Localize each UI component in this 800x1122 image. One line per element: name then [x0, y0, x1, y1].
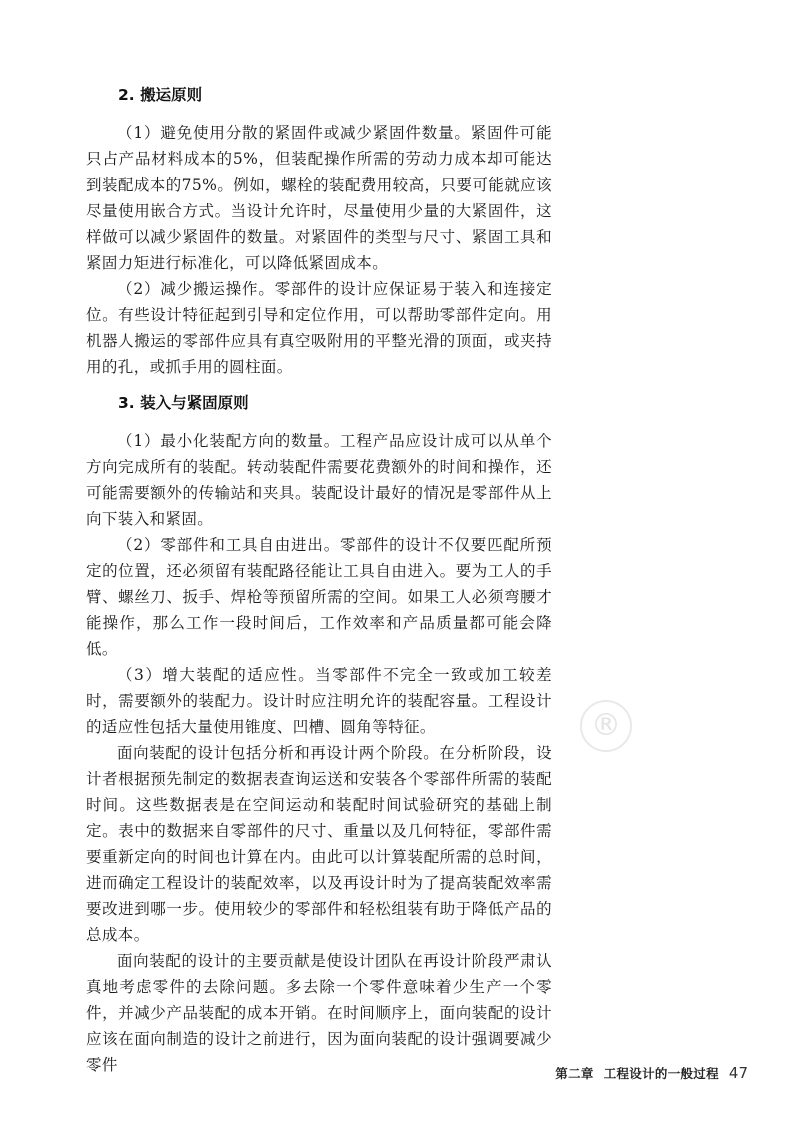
section-heading-2: 2. 搬运原则 — [118, 86, 203, 104]
section-heading-3: 3. 装入与紧固原则 — [118, 394, 249, 412]
page-body — [86, 78, 552, 1078]
page-number: 47 — [728, 1064, 748, 1082]
paragraph: 面向装配的设计的主要贡献是使设计团队在再设计阶段严肃认真地考虑零件的去除问题。多去除一个零件意味着少生产一个零件，并减少产品装配的成本开销。在时间顺序上，面向装配的设计应该在面向制造的设计之前进行，因为面向装配的设计强调要减少零件 — [86, 952, 552, 1074]
paragraph: （2）减少搬运操作。零部件的设计应保证易于装入和连接定位。有些设计特征起到引导和定位作用，可以帮助零部件定向。用机器人搬运的零部件应具有真空吸附用的平整光滑的顶面，或夹持用的孔，或抓手用的圆柱面。 — [86, 280, 552, 376]
paragraph: 面向装配的设计包括分析和再设计两个阶段。在分析阶段，设计者根据预先制定的数据表查询运送和安装各个零部件所需的装配时间。这些数据表是在空间运动和装配时间试验研究的基础上制定。表中的数据来自零部件的尺寸、重量以及几何特征，零部件需要重新定向的时间也计算在内。由此可以计算装配所需的总时间，进而确定工程设计的装配效率，以及再设计时为了提高装配效率需要改进到哪一步。使用较少的零部件和轻松组装有助于降低产品的总成本。 — [86, 744, 552, 944]
page-footer — [555, 1064, 748, 1082]
registered-mark-watermark-icon: ® — [580, 700, 632, 752]
paragraph: （2）零部件和工具自由进出。零部件的设计不仅要匹配所预定的位置，还必须留有装配路径能让工具自由进入。要为工人的手臂、螺丝刀、扳手、焊枪等预留所需的空间。如果工人必须弯腰才能操作，那么工作一段时间后，工作效率和产品质量都可能会降低。 — [86, 536, 552, 658]
paragraph: （1）避免使用分散的紧固件或减少紧固件数量。紧固件可能只占产品材料成本的5%，但装配操作所需的劳动力成本却可能达到装配成本的75%。例如，螺栓的装配费用较高，只要可能就应该尽量使用嵌合方式。当设计允许时，尽量使用少量的大紧固件，这样做可以减少紧固件的数量。对紧固件的类型与尺寸、紧固工具和紧固力矩进行标准化，可以降低紧固成本。 — [86, 124, 552, 272]
footer-chapter-number: 第二章 — [555, 1066, 594, 1081]
footer-chapter-title: 工程设计的一般过程 — [603, 1066, 719, 1081]
paragraph: （1）最小化装配方向的数量。工程产品应设计成可以从单个方向完成所有的装配。转动装配件需要花费额外的时间和操作，还可能需要额外的传输站和夹具。装配设计最好的情况是零部件从上向下装入和紧固。 — [86, 432, 552, 528]
paragraph: （3）增大装配的适应性。当零部件不完全一致或加工较差时，需要额外的装配力。设计时应注明允许的装配容量。工程设计的适应性包括大量使用锥度、凹槽、圆角等特征。 — [86, 666, 552, 736]
